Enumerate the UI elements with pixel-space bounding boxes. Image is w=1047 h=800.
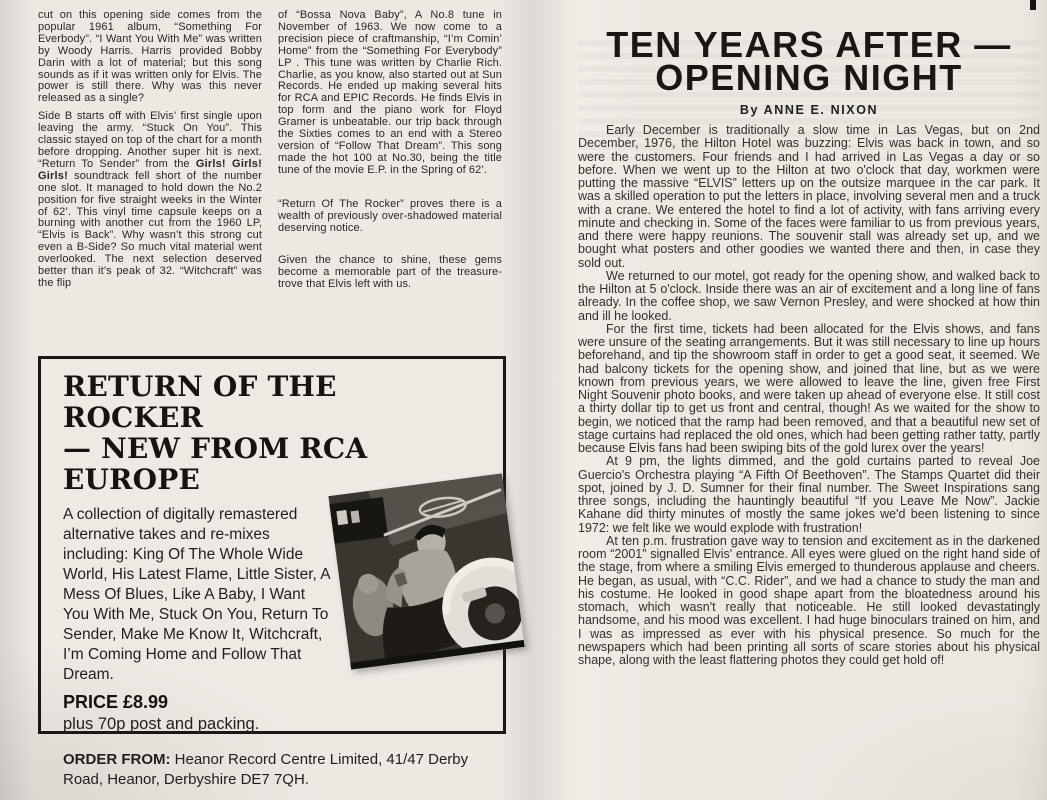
left-column-1 <box>38 10 262 291</box>
advert-order-info <box>63 750 483 790</box>
advert-title-line2: — NEW FROM RCA EUROPE <box>63 432 368 496</box>
soundtrack-title-bold: Girls! Girls! Girls! <box>38 157 262 182</box>
advert-body-text: A collection of digitally remastered alternative takes and re-mixes including: King Of The Whole Wide World, His Latest Flame, Little Sister, A Mess Of Blues, Like A Baby, I Want You With Me, Stuck On You, Return To Sender, Make Me Know It, Witchcraft, I’m Coming Home and Follow That Dream. <box>63 506 330 683</box>
left-page-columns <box>38 10 508 291</box>
elvis-illustration-art <box>328 473 524 669</box>
article-paragraph: We returned to our motel, got ready for the opening show, and walked back to the Hilton at 5 o'clock. Inside there was an air of excitement and a long line of fans already. In the coffee shop, we saw Vernon Presley, and were shocked at how thin and ill he looked. <box>578 268 1040 323</box>
advert-title-line1: RETURN OF THE ROCKER <box>63 370 337 434</box>
paragraph-text: Side B starts off with Elvis’ first single upon leaving the army. “Stuck On You”. This classic stayed on top of the chart for a month before dropping. Another super hit is next. “Return To Sender” from the <box>38 110 262 170</box>
article-title <box>578 24 1040 98</box>
order-from-address: Heanor Record Centre Limited, 41/47 Derby Road, Heanor, Derbyshire DE7 7QH. <box>63 751 469 788</box>
article-paragraph: Early December is traditionally a slow time in Las Vegas, but on 2nd December, 1976, the Hilton Hotel was buzzing: Elvis was back in town, and so were the customers. Four friends and I had arrived in Las Vegas a day or so before. When we went up to the Hilton at two o'clock that day, workmen were putting the massive “ELVIS” letters up on the outsize marquee in the car park. It was a skilled operation to put the letters in place, involving several men and a truck with a crane. We entered the hotel to find a lot of activity, with fans arriving every minute and checking in. Some of the faces were familiar to us from previous years, and there were happy reunions. The souvenir stall was already set up, and we bought what posters and other goodies we wanted there and then, in case they sold out. <box>578 123 1040 270</box>
order-from-label: ORDER FROM: <box>63 751 171 768</box>
left-column-2 <box>278 10 502 291</box>
article-byline: By ANNE E. NIXON <box>739 103 879 117</box>
article-paragraph: At ten p.m. frustration gave way to tension and excitement as in the darkened room “2001” signalled Elvis' entrance. All eyes were glued on the right hand side of the stage, from where a smiling Elvis emerged to thunderous applause and cheers. He began, as usual, with “C.C. Rider”, and we had a chance to study the man and his costume. He looked in good shape apart from the bloatedness around his stomach, which wasn't really that noticeable. He still looked devastatingly handsome, and his mood was excellent. I had huge binoculars trained on him, and I was as impressed as ever with his physical presence. So much for the newspapers which had been printing all sorts of scare stories about his physical shape, along with the least flattering photos they could get hold of! <box>578 533 1040 667</box>
left-page <box>38 9 508 788</box>
article-paragraph: For the first time, tickets had been allocated for the Elvis shows, and fans were unsure of the seating arrangements. But it was still necessary to line up hours beforehand, and tip the showroom staff in order to get a good seat, it seemed. We had balcony tickets for the opening show, and joined that line, but as we were known from previous years, we were allowed to leave the line, given free First Night Souvenir photo books, and were taken up ahead of everyone else. It still cost a thirty dollar tip to get us front and central, though! As we waited for the show to begin, we noticed that the ramp had been removed, and that a beautiful new set of stage curtains had replaced the old ones, which had been getting rather tatty, partly because Elvis fans had been swiping bits of the gold lurex over the years! <box>578 321 1040 455</box>
advert-price: PRICE £8.99 <box>63 692 169 712</box>
body-paragraph <box>38 111 262 290</box>
body-paragraph: “Return Of The Rocker” proves there is a wealth of previously over-shadowed material deserving notice. <box>278 197 502 234</box>
body-paragraph: Given the chance to shine, these gems become a memorable part of the treasure-trove that Elvis left with us. <box>278 254 502 291</box>
paragraph-text: soundtrack fell short of the number one slot. It managed to hold down the No.2 position for five straight weeks in the Winter of 62’. This vinyl time capsule keeps on a burning with another cut from the 1960 LP, “Elvis is Back”. Why wasn’t this strong cut even a B-Side? So much vital material went overlooked. The next selection deserved better than it’s peak of 32. “Witchcraft” was the flip <box>38 169 262 289</box>
article-title-line1: TEN YEARS AFTER — <box>606 24 1012 65</box>
body-paragraph: cut on this opening side comes from the popular 1961 album, “Something For Everbody”. “I Want You With Me” was written by Woody Harris. Harris provided Bobby Darin with a lot of material; but this song sounds as if it was written only for Elvis. The power is still there. Why was this never released as a single? <box>38 9 262 105</box>
scan-artifact-mark <box>1030 0 1036 10</box>
article-paragraph: At 9 pm, the lights dimmed, and the gold curtains parted to reveal Joe Guercio's Orchestra playing “A Fifth Of Beethoven”. The Stamps Quartet did their spot, joined by J. D. Sumner for their final number. The Sweet Inspirations sang three songs, including the hauntingly beautiful “If you Leave Me Now”. Jackie Kahane did thirty minutes of mostly the same jokes we'd been listening to since 1972: we felt like we would explode with frustration! <box>578 454 1040 535</box>
elvis-army-car-illustration <box>328 473 524 669</box>
right-page <box>578 22 1040 667</box>
article-body <box>578 124 1040 667</box>
body-paragraph: of “Bossa Nova Baby”, A No.8 tune in November of 1963. We now come to a precision piece of craftmanship, “I’m Comin’ Home” from the “Something For Everybody” LP . This tune was written by Charlie Rich. Charlie, as you know, also started out at Sun Records. He ended up making several hits for RCA and EPIC Records. He finds Elvis in top form and the piano work for Floyd Gramer is unbeatable. our trip back through the Sixties comes to an end with a Stereo version of “Follow That Dream”. This song made the hot 100 at No.30, being the title tune of the movie E.P. in the Spring of 62’. <box>278 9 502 176</box>
advert-title <box>63 371 483 495</box>
article-title-line2: OPENING NIGHT <box>655 57 963 98</box>
advert-postage: plus 70p post and packing. <box>63 715 260 733</box>
